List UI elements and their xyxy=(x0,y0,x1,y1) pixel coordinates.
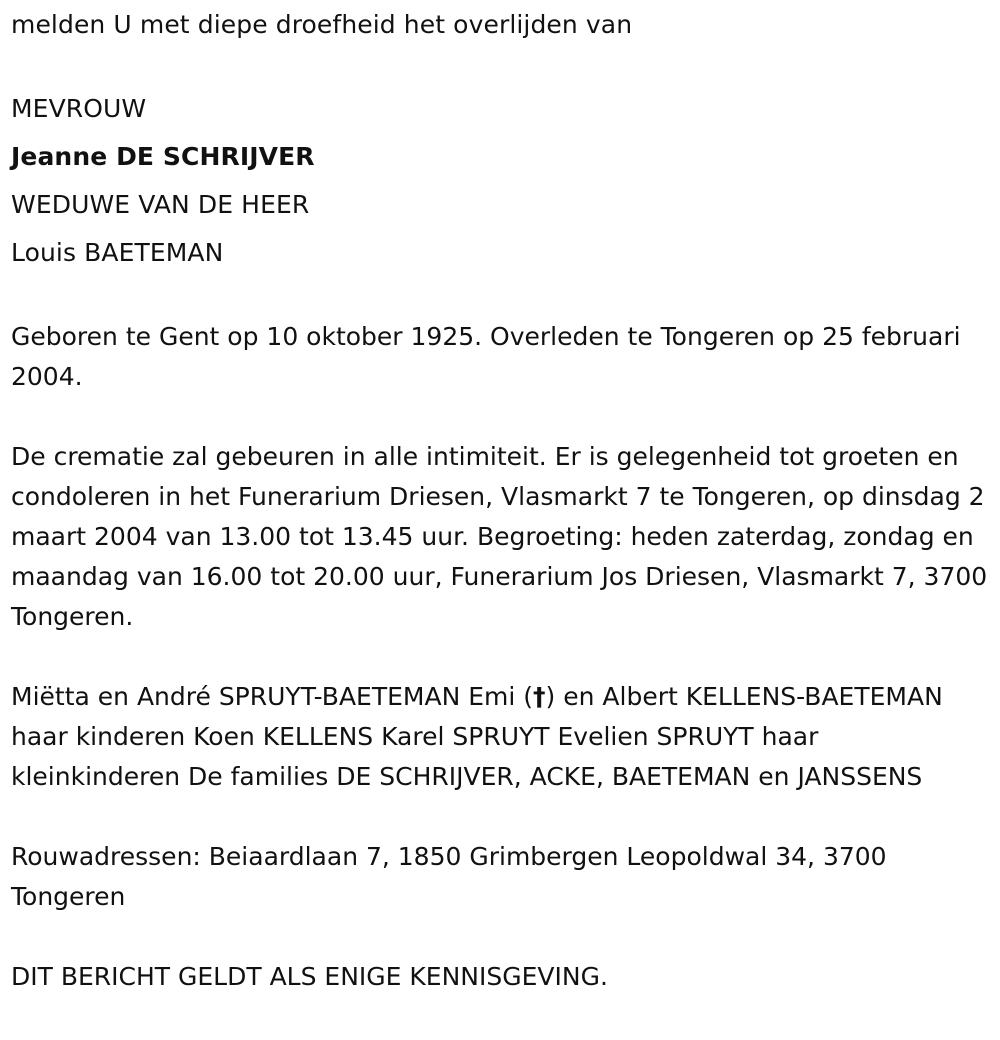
deceased-block xyxy=(11,85,988,277)
family-paragraph xyxy=(11,677,988,797)
spouse-name: Louis BAETEMAN xyxy=(11,238,224,267)
cross-icon: † xyxy=(533,682,546,711)
family-text-part2: ) en Albert KELLENS-BAETEMAN haar kinderen Koen KELLENS Karel SPRUYT Evelien SPRUYT haar kleinkinderen De families DE SCHRIJVER, ACKE, BAETEMAN en JANSSENS xyxy=(11,682,943,791)
salutation: MEVROUW xyxy=(11,94,147,123)
closing-statement: DIT BERICHT GELDT ALS ENIGE KENNISGEVING. xyxy=(11,962,608,991)
family-text-part1: Miëtta en André SPRUYT-BAETEMAN Emi ( xyxy=(11,682,534,711)
intro-text: melden U met diepe droefheid het overlijden van xyxy=(11,10,633,39)
deceased-name: Jeanne DE SCHRIJVER xyxy=(11,142,315,171)
addresses-paragraph: Rouwadressen: Beiaardlaan 7, 1850 Grimbergen Leopoldwal 34, 3700 Tongeren xyxy=(11,842,887,911)
widow-of-label: WEDUWE VAN DE HEER xyxy=(11,190,310,219)
cremation-paragraph: De crematie zal gebeuren in alle intimiteit. Er is gelegenheid tot groeten en condoleren in het Funerarium Driesen, Vlasmarkt 7 te Tongeren, op dinsdag 2 maart 2004 van 13.00 tot 13.45 uur. Begroeting: heden zaterdag, zondag en maandag van 16.00 tot 20.00 uur, Funerarium Jos Driesen, Vlasmarkt 7, 3700 Tongeren. xyxy=(11,442,988,631)
birth-death-paragraph: Geboren te Gent op 10 oktober 1925. Overleden te Tongeren op 25 februari 2004. xyxy=(11,322,961,391)
